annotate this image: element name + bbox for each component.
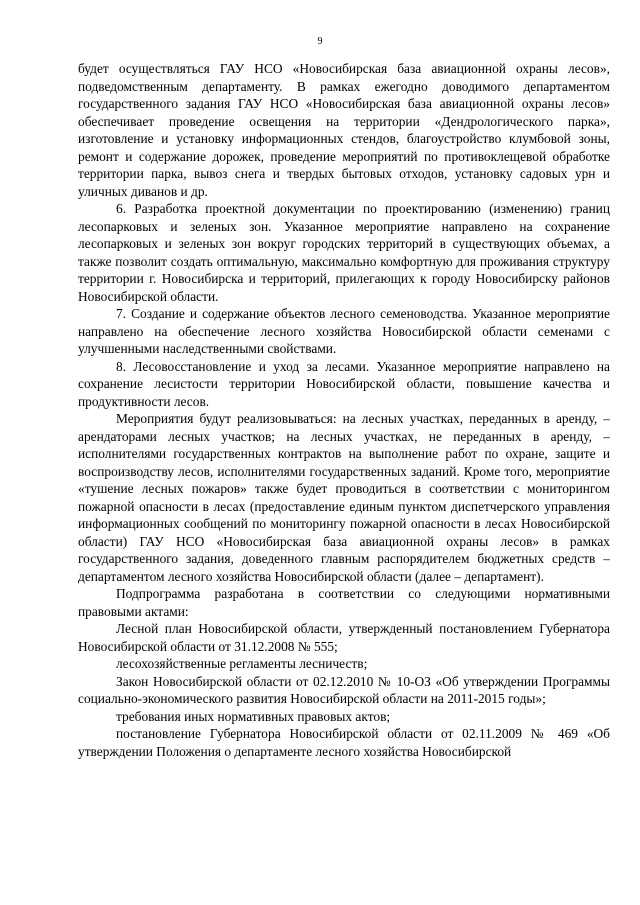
paragraph: 8. Лесовосстановление и уход за лесами. Указанное мероприятие направлено на сохранение лесистости территории Новосибирской области, повышение качества и продуктивности лесов. (78, 358, 610, 409)
paragraph: 6. Разработка проектной документации по проектированию (изменению) границ лесопарковых и зеленых зон. Указанное мероприятие направлено на сохранение лесопарковых и зеленых зон вокруг городских территорий в существующих объемах, а также позволит создать оптимальную, максимально комфортную для проживания структуру территории г. Новосибирска и территорий, прилегающих к городу Новосибирску районов Новосибирской области. (78, 201, 610, 304)
paragraph: Лесной план Новосибирской области, утвержденный постановлением Губернатора Новосибирской области от 31.12.2008 № 555; (78, 621, 610, 654)
paragraph: Мероприятия будут реализовываться: на лесных участках, переданных в аренду, – арендаторами лесных участков; на лесных участках, не переданных в аренду, – исполнителями государственных контрактов на выполнение работ по охране, защите и воспроизводству лесов, исполнителями государственных заданий. Кроме того, мероприятие «тушение лесных пожаров» также будет проводиться в соответствии с мониторингом пожарной опасности в лесах (предоставление единым пунктом диспетчерского управления информационных сообщений по мониторингу пожарной опасности в лесах Новосибирской области) ГАУ НСО «Новосибирская база авиационной охраны лесов» в рамках государственного задания, доведенного главным распорядителем бюджетных средств – департаментом лесного хозяйства Новосибирской области (далее – департамент). (78, 411, 610, 584)
paragraph: Закон Новосибирской области от 02.12.2010 № 10-ОЗ «Об утверждении Программы социально-экономического развития Новосибирской области на 2011-2015 годы»; (78, 673, 610, 706)
paragraph: Подпрограмма разработана в соответствии со следующими нормативными правовыми актами: (78, 586, 610, 619)
paragraph: лесохозяйственные регламенты лесничеств; (116, 656, 368, 671)
paragraph: требования иных нормативных правовых актов; (116, 708, 391, 724)
paragraph: будет осуществляться ГАУ НСО «Новосибирская база авиационной охраны лесов», подведомственным департаменту. В рамках ежегодно доводимого департаментом государственного задания ГАУ НСО «Новосибирская база авиационной охраны лесов» обеспечивает проведение освещения на территории «Дендрологического парка», изготовление и установку информационных стендов, благоустройство клумбовой зоны, ремонт и содержание дорожек, проведение мероприятий по противоклещевой обработке территории парка, вывоз снега и твердых бытовых отходов, установку садовых урн и уличных диванов и др. (78, 61, 610, 199)
paragraph: постановление Губернатора Новосибирской области от 02.11.2009 № 469 «Об утверждении Положения о департаменте лесного хозяйства Новосибирской (78, 726, 610, 759)
paragraph: 7. Создание и содержание объектов лесного семеноводства. Указанное мероприятие направлено на обеспечение лесного хозяйства Новосибирской области семенами с улучшенными наследственными свойствами. (78, 306, 610, 356)
document-body (78, 60, 610, 760)
page-number: 9 (317, 36, 323, 47)
